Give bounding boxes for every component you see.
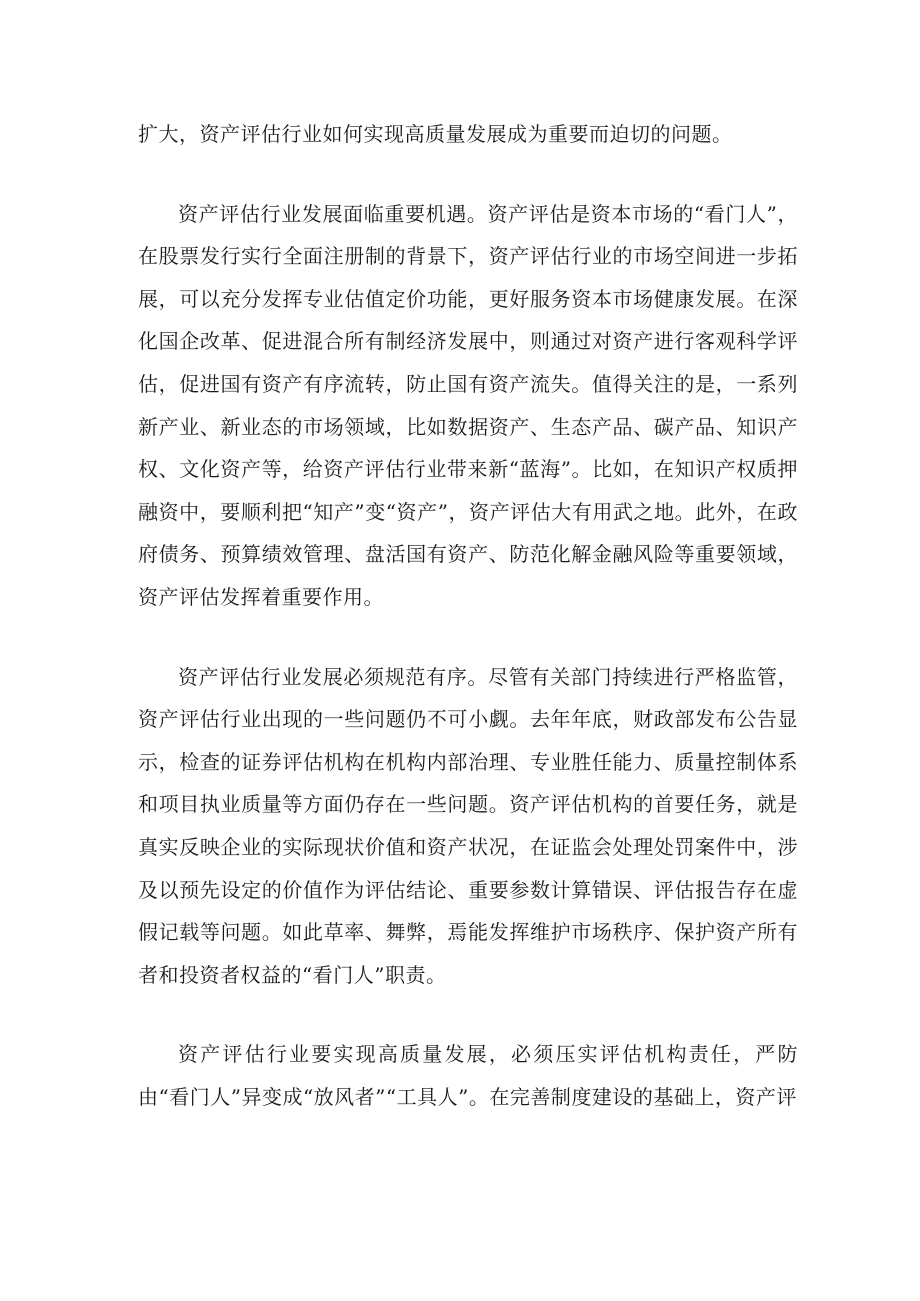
paragraph-high-quality-development: 资产评估行业要实现高质量发展，必须压实评估机构责任，严防由“看门人”异变成“放风者”“工具人”。在完善制度建设的基础上，资产评: [138, 1042, 798, 1109]
paragraph-opportunities: 资产评估行业发展面临重要机遇。资产评估是资本市场的“看门人”，在股票发行实行全面注册制的背景下，资产评估行业的市场空间进一步拓展，可以充分发挥专业估值定价功能，更好服务资本市场健康发展。在深化国企改革、促进混合所有制经济发展中，则通过对资产进行客观科学评估，促进国有资产有序流转，防止国有资产流失。值得关注的是，一系列新产业、新业态的市场领域，比如数据资产、生态产品、碳产品、知识产权、文化资产等，给资产评估行业带来新“蓝海”。比如，在知识产权质押融资中，要顺利把“知产”变“资产”，资产评估大有用武之地。此外，在政府债务、预算绩效管理、盘活国有资产、防范化解金融风险等重要领域，资产评估发挥着重要作用。: [138, 201, 798, 609]
paragraph-regulation: 资产评估行业发展必须规范有序。尽管有关部门持续进行严格监管，资产评估行业出现的一些问题仍不可小觑。去年年底，财政部发布公告显示，检查的证券评估机构在机构内部治理、专业胜任能力、质量控制体系和项目执业质量等方面仍存在一些问题。资产评估机构的首要任务，就是真实反映企业的实际现状价值和资产状况，在证监会处理处罚案件中，涉及以预先设定的价值作为评估结论、重要参数计算错误、评估报告存在虚假记载等问题。如此草率、舞弊，焉能发挥维护市场秩序、保护资产所有者和投资者权益的“看门人”职责。: [138, 664, 798, 987]
document-body: [138, 113, 798, 1118]
paragraph-continuation: 扩大，资产评估行业如何实现高质量发展成为重要而迫切的问题。: [138, 122, 733, 146]
